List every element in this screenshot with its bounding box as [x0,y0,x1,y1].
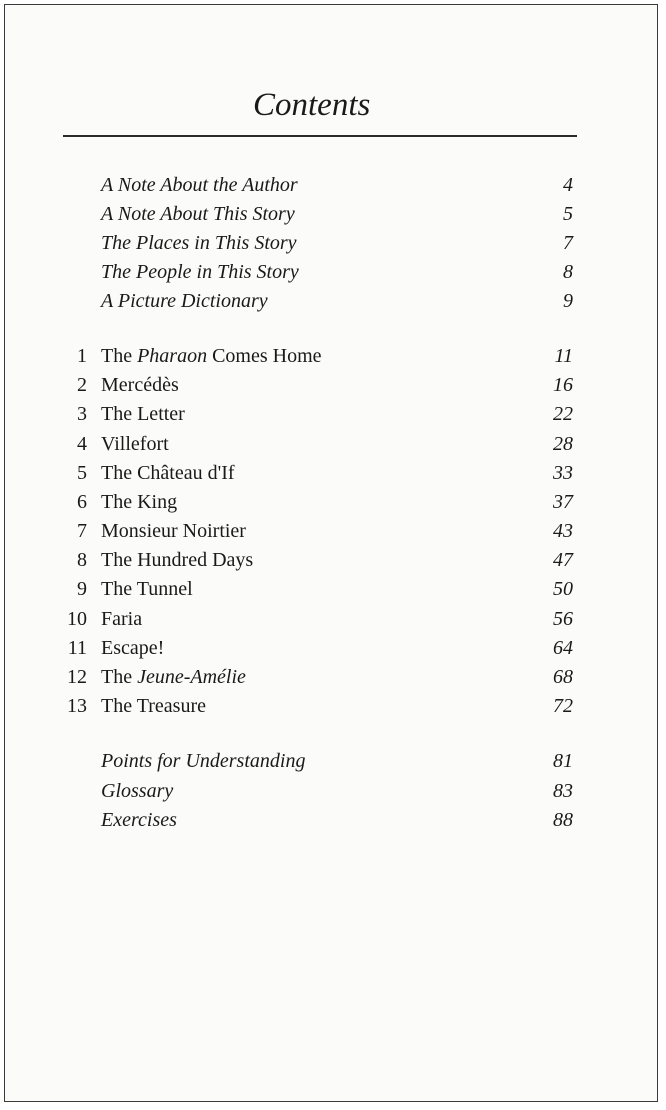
toc-entry-chapter[interactable] [5,342,659,371]
chapter-title: The Hundred Days [101,549,254,571]
chapter-title-ship: Jeune-Amélie [137,666,246,688]
chapter-page: 16 [553,374,573,396]
chapter-title: The Letter [101,403,185,425]
chapter-number: 9 [77,578,87,600]
toc-entry-label: Points for Understanding [101,750,306,772]
chapter-number: 8 [77,549,87,571]
chapter-title-text: The [101,345,138,367]
chapter-title: Faria [101,608,143,630]
toc-entry-page: 7 [563,232,573,254]
toc-entry-page: 88 [553,809,573,831]
chapter-title-ship: Pharaon [137,345,208,367]
chapter-number: 11 [67,637,87,659]
chapter-title: The King [101,491,178,513]
chapter-title: The Tunnel [101,578,193,600]
toc-entry-chapter[interactable] [5,692,659,721]
toc-entry-chapter[interactable] [5,605,659,634]
toc-entry-label: A Note About the Author [101,174,298,196]
chapter-page: 11 [554,345,573,367]
contents-heading: Contents [253,87,371,123]
toc-entry-back[interactable] [5,747,659,776]
toc-entry-page: 83 [553,780,573,802]
chapter-number: 12 [67,666,87,688]
toc-entry-chapter[interactable] [5,400,659,429]
chapter-number: 13 [67,695,87,717]
toc-entry-label: A Picture Dictionary [101,290,268,312]
chapter-title: The Château d'If [101,462,235,484]
toc-entry-label: The Places in This Story [101,232,297,254]
chapter-title [101,342,322,371]
heading-rule [63,135,577,137]
chapter-title [101,663,246,692]
chapter-title: Monsieur Noirtier [101,520,246,542]
chapter-page: 72 [553,695,573,717]
chapter-page: 50 [553,578,573,600]
toc-entry-chapter[interactable] [5,517,659,546]
chapter-number: 3 [77,403,87,425]
chapter-page: 33 [553,462,573,484]
toc-entry-chapter[interactable] [5,488,659,517]
book-page [4,4,658,1102]
chapter-number: 7 [77,520,87,542]
toc-entry-page: 5 [563,203,573,225]
toc-entry-chapter[interactable] [5,430,659,459]
toc-entry-page: 81 [553,750,573,772]
chapter-title: Mercédès [101,374,179,396]
toc-entry-front[interactable] [5,171,659,200]
chapter-title-text: The [101,666,138,688]
toc-entry-front[interactable] [5,287,659,316]
chapter-page: 68 [553,666,573,688]
toc-entry-chapter[interactable] [5,371,659,400]
toc-entry-back[interactable] [5,806,659,835]
chapter-page: 37 [553,491,573,513]
chapter-page: 22 [553,403,573,425]
toc-entry-label: A Note About This Story [101,203,295,225]
chapter-title: The Treasure [101,695,206,717]
toc-entry-front[interactable] [5,229,659,258]
chapter-number: 10 [67,608,87,630]
toc-entry-chapter[interactable] [5,634,659,663]
chapter-page: 64 [553,637,573,659]
toc-entry-chapter[interactable] [5,546,659,575]
chapter-title: Escape! [101,637,165,659]
toc-entry-chapter[interactable] [5,575,659,604]
toc-entry-label: The People in This Story [101,261,299,283]
toc-entry-label: Glossary [101,780,174,802]
toc-entry-back[interactable] [5,777,659,806]
chapter-number: 6 [77,491,87,513]
toc-entry-chapter[interactable] [5,663,659,692]
chapter-title: Villefort [101,433,169,455]
chapter-number: 5 [77,462,87,484]
chapter-page: 43 [553,520,573,542]
chapter-number: 2 [77,374,87,396]
chapter-number: 4 [77,433,87,455]
toc-entry-front[interactable] [5,200,659,229]
chapter-page: 56 [553,608,573,630]
toc-entry-page: 9 [563,290,573,312]
toc-entry-chapter[interactable] [5,459,659,488]
chapter-page: 47 [553,549,573,571]
toc-entry-page: 4 [563,174,573,196]
chapter-title-text-end: Comes Home [207,345,322,367]
toc-entry-page: 8 [563,261,573,283]
toc-entry-front[interactable] [5,258,659,287]
toc-entry-label: Exercises [101,809,177,831]
chapter-number: 1 [77,345,87,367]
chapter-page: 28 [553,433,573,455]
